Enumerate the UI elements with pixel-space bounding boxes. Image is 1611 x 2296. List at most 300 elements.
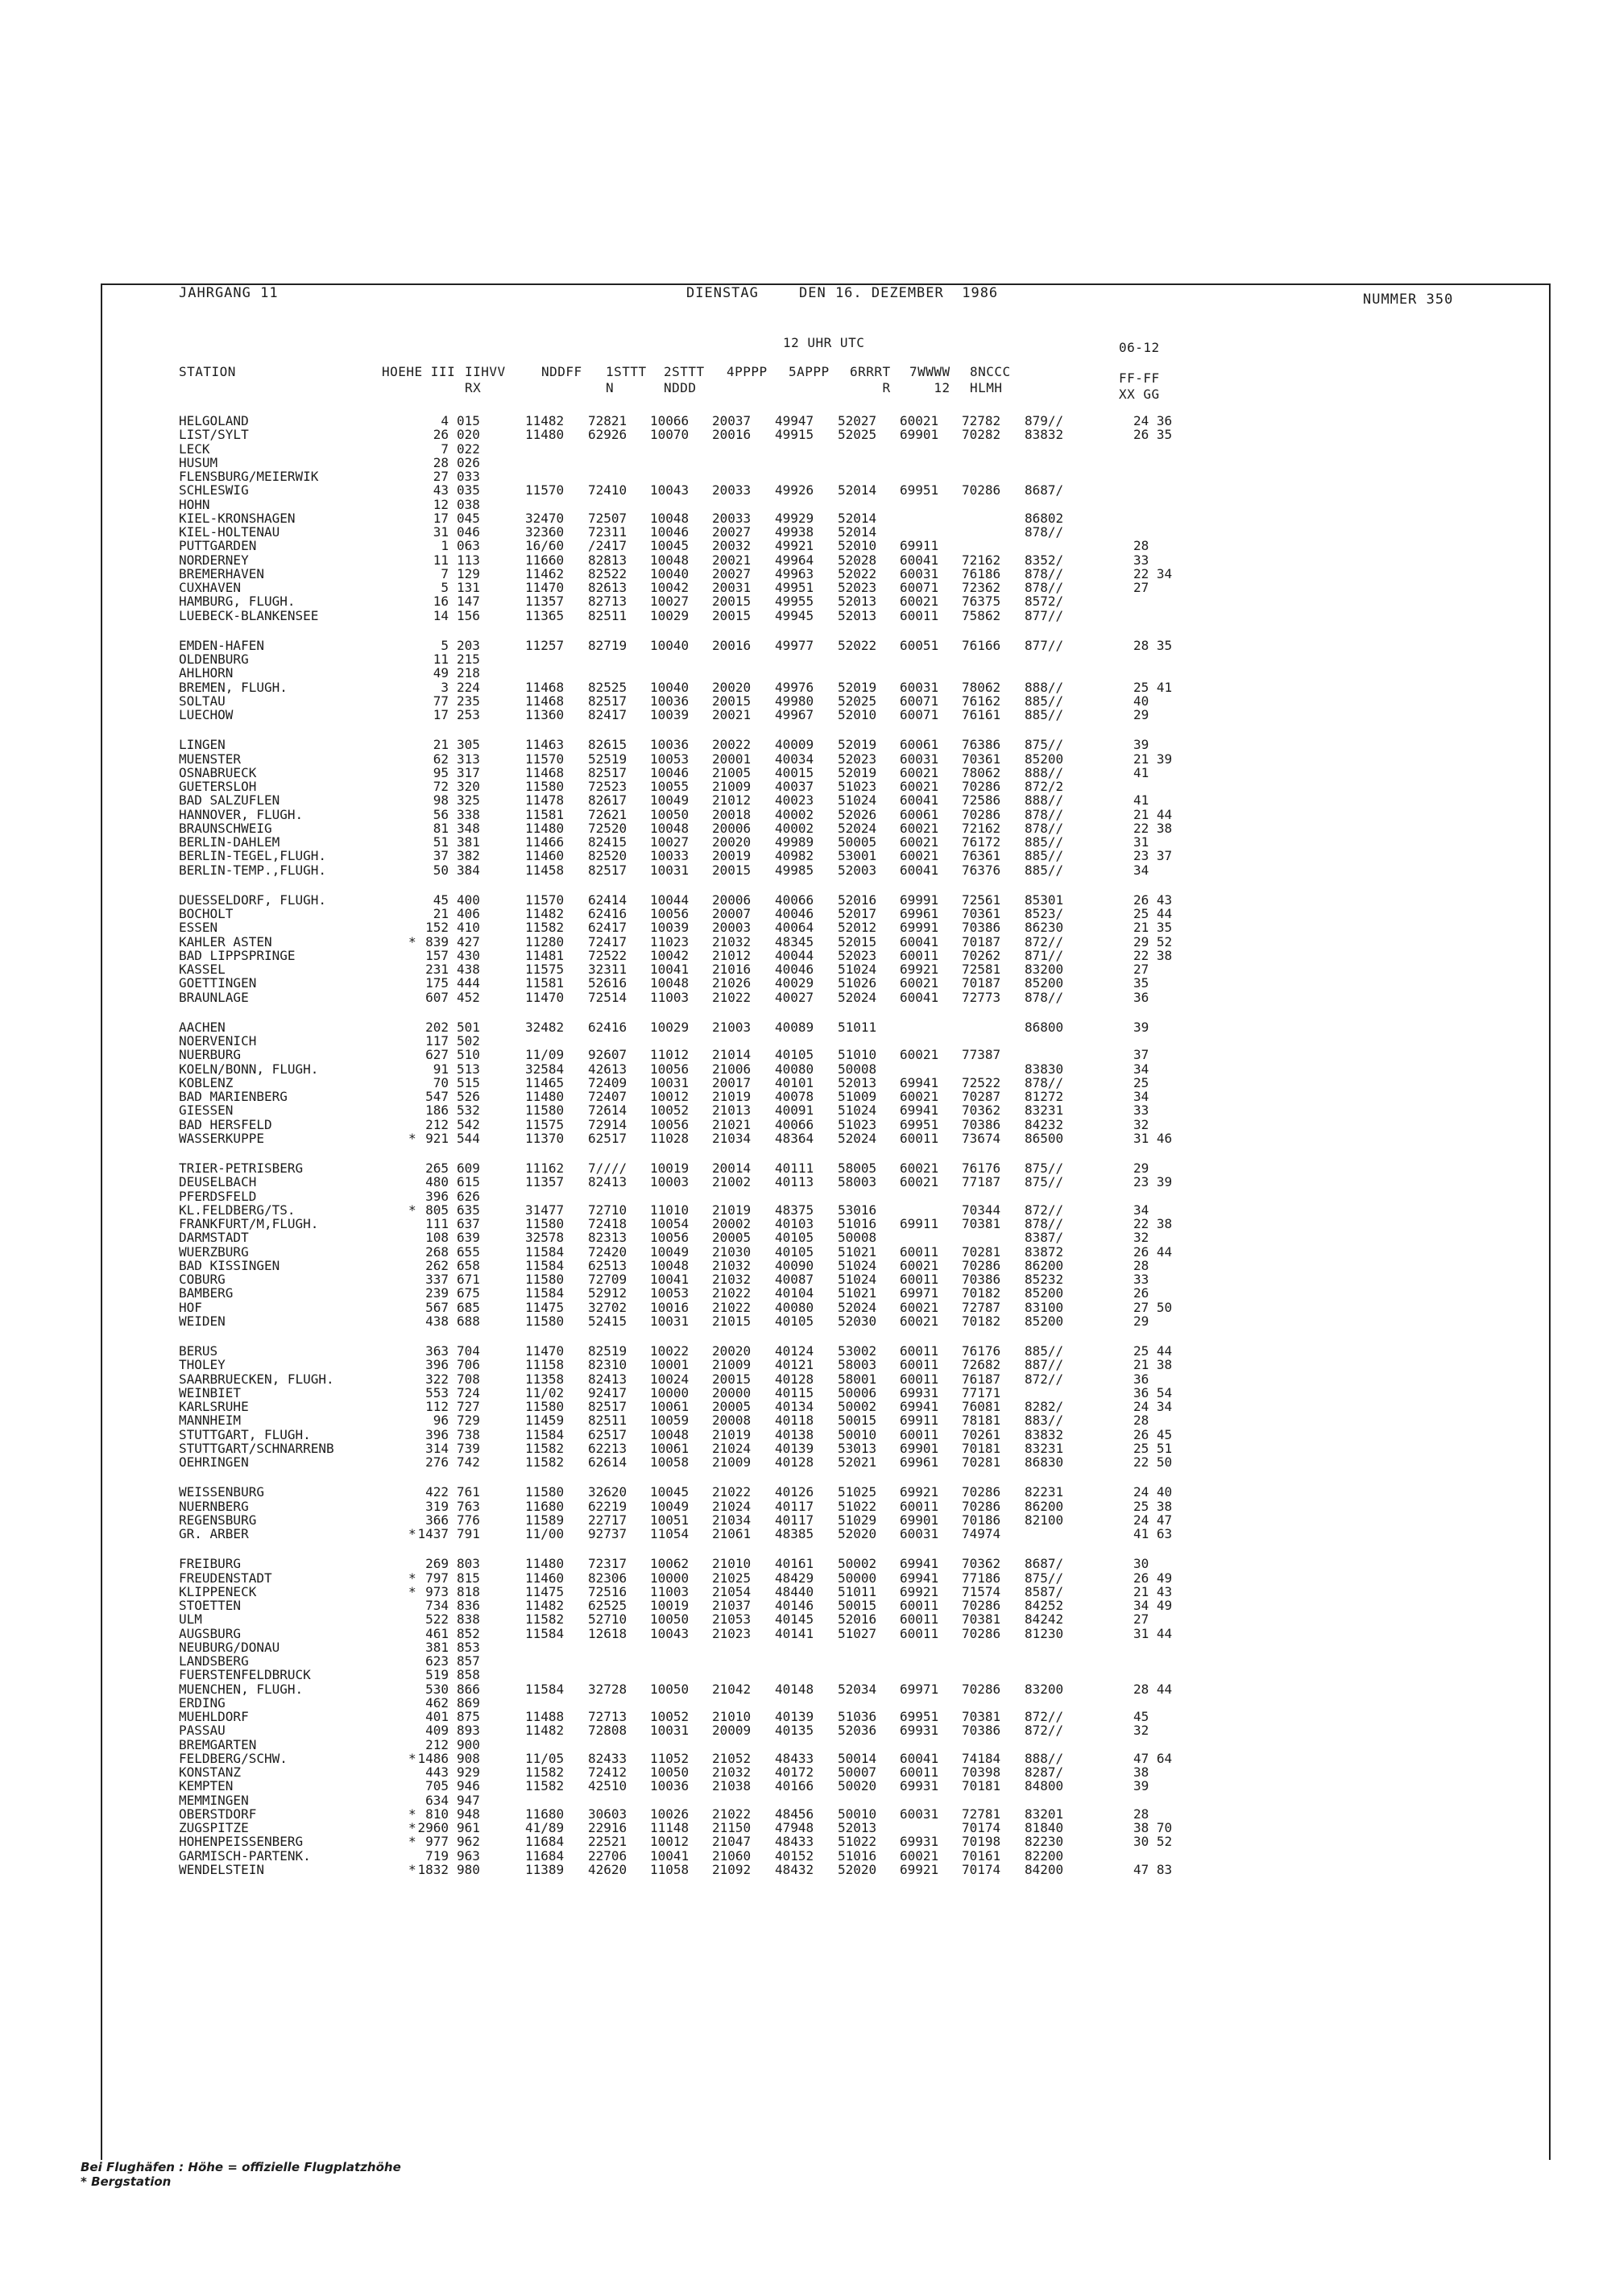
synop-group: 20006	[712, 892, 752, 908]
station-row	[179, 442, 1532, 456]
synop-group: 11360	[525, 707, 565, 722]
station-height: 363	[425, 1343, 449, 1359]
synop-group: 48456	[775, 1806, 814, 1822]
gust-values: 33	[1133, 1102, 1149, 1119]
synop-group: 878//	[1025, 806, 1064, 822]
synop-group: 60071	[900, 693, 939, 709]
synop-group: 52010	[838, 538, 877, 554]
station-height: 705	[425, 1778, 449, 1794]
synop-group: 10019	[650, 1598, 690, 1613]
synop-group: 10040	[650, 565, 690, 581]
synop-group: 51021	[838, 1243, 877, 1260]
synop-group: 11280	[525, 933, 565, 949]
station-height: 269	[425, 1556, 449, 1572]
synop-group: 21030	[712, 1243, 752, 1260]
synop-group: 11028	[650, 1130, 690, 1146]
synop-group: 20019	[712, 848, 752, 864]
synop-group: 62513	[588, 1257, 627, 1273]
synop-group: 8572/	[1025, 594, 1064, 610]
synop-group: 62614	[588, 1454, 627, 1470]
gust-values: 28	[1133, 1413, 1149, 1429]
synop-group: 40037	[775, 779, 814, 794]
synop-group: 52028	[838, 552, 877, 568]
station-index: 963	[457, 1847, 480, 1864]
synop-group: 62417	[588, 920, 627, 936]
station-index: 738	[457, 1426, 480, 1442]
synop-group: 76176	[962, 1343, 1001, 1359]
synop-group: 10041	[650, 1272, 690, 1287]
synop-group: 40078	[775, 1089, 814, 1104]
station-row	[179, 1710, 1532, 1723]
synop-group: 8687/	[1025, 1556, 1064, 1572]
synop-group: 11010	[650, 1202, 690, 1218]
station-name: STUTTGART/SCHNARRENB	[179, 1441, 334, 1455]
synop-group: 69931	[900, 1834, 939, 1850]
synop-group: 60031	[900, 565, 939, 581]
synop-group: 82813	[588, 552, 627, 568]
synop-group: 52023	[838, 580, 877, 595]
station-name: LUEBECK-BLANKENSEE	[179, 608, 319, 623]
station-name: SCHLESWIG	[179, 483, 249, 498]
station-height: 11	[433, 552, 449, 568]
synop-group: 21034	[712, 1512, 752, 1528]
synop-group: 11458	[525, 862, 565, 878]
synop-group: 51025	[838, 1484, 877, 1500]
synop-group: 11058	[650, 1861, 690, 1877]
synop-group: 51022	[838, 1834, 877, 1850]
station-name: STUTTGART, FLUGH.	[179, 1427, 311, 1442]
synop-group: 11465	[525, 1074, 565, 1090]
synop-group: 40128	[775, 1454, 814, 1470]
station-row	[179, 821, 1532, 835]
station-index: 502	[457, 1033, 480, 1049]
synop-group: 20020	[712, 679, 752, 695]
synop-group: 11475	[525, 1583, 565, 1599]
station-row	[179, 1723, 1532, 1737]
station-index: 320	[457, 779, 480, 794]
synop-group: 76176	[962, 1160, 1001, 1176]
station-height: 186	[425, 1102, 449, 1119]
synop-group: 52013	[838, 1074, 877, 1090]
synop-group: 40027	[775, 989, 814, 1005]
station-name: WEINBIET	[179, 1385, 242, 1400]
synop-group: 72821	[588, 413, 627, 428]
synop-group: 69901	[900, 1440, 939, 1456]
station-index: 708	[457, 1371, 480, 1387]
station-index: 815	[457, 1570, 480, 1586]
synop-group: 70187	[962, 975, 1001, 991]
synop-group: 20020	[712, 834, 752, 850]
station-name: SOLTAU	[179, 693, 226, 708]
synop-group: 49976	[775, 679, 814, 695]
station-height: 50	[433, 862, 449, 878]
station-height: 117	[425, 1033, 449, 1049]
station-row	[179, 1668, 1532, 1682]
synop-group: 82525	[588, 679, 627, 695]
station-height: 202	[425, 1019, 449, 1035]
synop-group: 877//	[1025, 607, 1064, 623]
gust-values: 24 40	[1133, 1484, 1173, 1500]
synop-group: 40064	[775, 920, 814, 936]
col-nddff-heading: NDDFF	[541, 364, 582, 379]
gust-values: 22 38	[1133, 1216, 1173, 1231]
station-height: 17	[433, 510, 449, 526]
station-name: AUGSBURG	[179, 1626, 242, 1640]
synop-group: 50020	[838, 1778, 877, 1794]
hoehe-heading: HOEHE III	[382, 364, 456, 379]
synop-group: 60021	[900, 834, 939, 850]
gust-values: 39	[1133, 737, 1149, 753]
synop-group: 70182	[962, 1285, 1001, 1301]
synop-group: 872//	[1025, 1723, 1064, 1739]
synop-group: 92607	[588, 1047, 627, 1063]
synop-group: 21022	[712, 1484, 752, 1500]
station-index: 724	[457, 1384, 480, 1400]
synop-group: 52012	[838, 920, 877, 936]
synop-group: 8587/	[1025, 1583, 1064, 1599]
synop-group: 875//	[1025, 1570, 1064, 1586]
station-row	[179, 1076, 1532, 1090]
station-name: ERDING	[179, 1695, 226, 1710]
synop-group: 10050	[650, 1611, 690, 1628]
synop-group: 10042	[650, 947, 690, 963]
synop-group: 878//	[1025, 989, 1064, 1005]
station-row	[179, 766, 1532, 780]
synop-group: 49945	[775, 607, 814, 623]
station-height: 21	[433, 737, 449, 753]
station-height: 719	[425, 1847, 449, 1864]
synop-group: 72710	[588, 1202, 627, 1218]
station-index: 615	[457, 1174, 480, 1190]
station-name: TRIER-PETRISBERG	[179, 1161, 304, 1175]
synop-group: 10049	[650, 792, 690, 809]
gust-values: 36	[1133, 989, 1149, 1005]
synop-group: 10056	[650, 906, 690, 921]
station-row	[179, 1314, 1532, 1328]
synop-group: 11584	[525, 1285, 565, 1301]
synop-group: 60021	[900, 820, 939, 836]
synop-group: 60041	[900, 1750, 939, 1766]
station-index: 542	[457, 1116, 480, 1132]
range-heading: 06-12	[1119, 340, 1160, 355]
synop-group: 60011	[900, 1130, 939, 1146]
synop-group: 49929	[775, 510, 814, 526]
synop-group: 51029	[838, 1512, 877, 1528]
synop-group: 70187	[962, 933, 1001, 949]
mountain-station-marker: *	[408, 1526, 416, 1541]
synop-group: 48385	[775, 1526, 814, 1541]
synop-group: 60011	[900, 1611, 939, 1628]
station-height: 28	[433, 454, 449, 470]
station-name: KOBLENZ	[179, 1075, 234, 1090]
synop-group: 20027	[712, 565, 752, 581]
synop-group: 21032	[712, 1257, 752, 1273]
synop-group: 69941	[900, 1074, 939, 1090]
synop-group: 60011	[900, 1243, 939, 1260]
station-name: KLIPPENECK	[179, 1584, 257, 1599]
synop-group: 20015	[712, 693, 752, 709]
synop-group: 82719	[588, 637, 627, 653]
synop-group: 11580	[525, 1399, 565, 1414]
mountain-station-marker: *	[408, 1820, 416, 1835]
synop-group: 62414	[588, 892, 627, 908]
gust-values: 23 37	[1133, 848, 1173, 864]
gust-values: 26 43	[1133, 892, 1173, 908]
synop-group: 11468	[525, 679, 565, 695]
synop-group: 11003	[650, 989, 690, 1005]
synop-group: 11580	[525, 1313, 565, 1329]
synop-group: 72586	[962, 792, 1001, 809]
synop-group: 10050	[650, 1681, 690, 1697]
synop-group: 70287	[962, 1089, 1001, 1104]
synop-group: 52013	[838, 607, 877, 623]
synop-group: 52026	[838, 806, 877, 822]
synop-group: 40104	[775, 1285, 814, 1301]
station-name: NOERVENICH	[179, 1034, 257, 1048]
synop-group: 21016	[712, 962, 752, 977]
synop-group: 51036	[838, 1709, 877, 1724]
station-index: 655	[457, 1243, 480, 1260]
synop-group: 52710	[588, 1611, 627, 1628]
gust-values: 25 41	[1133, 679, 1173, 695]
synop-group: 86500	[1025, 1130, 1064, 1146]
synop-group: 11580	[525, 1484, 565, 1500]
station-row	[179, 1286, 1532, 1300]
synop-group: 52025	[838, 427, 877, 443]
synop-group: 72914	[588, 1116, 627, 1132]
synop-group: 40982	[775, 848, 814, 864]
station-name: ZUGSPITZE	[179, 1821, 249, 1835]
synop-group: 11584	[525, 1681, 565, 1697]
station-row	[179, 808, 1532, 821]
synop-group: 883//	[1025, 1413, 1064, 1429]
synop-group: 51011	[838, 1019, 877, 1035]
synop-group: 50010	[838, 1426, 877, 1442]
synop-group: 21037	[712, 1598, 752, 1613]
station-name: KOELN/BONN, FLUGH.	[179, 1061, 319, 1076]
station-index: 063	[457, 538, 480, 554]
station-name: BAD LIPPSPRINGE	[179, 948, 296, 962]
station-index: 501	[457, 1019, 480, 1035]
station-row	[179, 738, 1532, 751]
synop-group: 10012	[650, 1089, 690, 1104]
station-row	[179, 498, 1532, 511]
synop-group: 60041	[900, 552, 939, 568]
synop-group: 85200	[1025, 1285, 1064, 1301]
station-index: 946	[457, 1778, 480, 1794]
synop-group: 72514	[588, 989, 627, 1005]
synop-group: 10045	[650, 1484, 690, 1500]
station-index: 026	[457, 454, 480, 470]
synop-group: 76375	[962, 594, 1001, 610]
synop-group: 21022	[712, 1285, 752, 1301]
synop-group: 76186	[962, 565, 1001, 581]
synop-group: 70174	[962, 1861, 1001, 1877]
station-height: 157	[425, 947, 449, 963]
station-name: PASSAU	[179, 1723, 226, 1738]
station-height: 322	[425, 1371, 449, 1387]
station-height: 7	[441, 565, 449, 581]
synop-group: 21024	[712, 1440, 752, 1456]
gust-values: 28 35	[1133, 637, 1173, 653]
synop-group: 11468	[525, 693, 565, 709]
station-row	[179, 1131, 1532, 1145]
station-row	[179, 1640, 1532, 1654]
synop-group: 11463	[525, 737, 565, 753]
synop-group: 21150	[712, 1820, 752, 1835]
station-height: 276	[425, 1454, 449, 1470]
synop-group: 872//	[1025, 933, 1064, 949]
gust-values: 22 38	[1133, 947, 1173, 963]
station-height: 734	[425, 1598, 449, 1613]
station-name: KEMPTEN	[179, 1779, 234, 1793]
synop-group: 72808	[588, 1723, 627, 1739]
synop-group: 77171	[962, 1384, 1001, 1400]
synop-group: 40113	[775, 1174, 814, 1190]
synop-group: 21019	[712, 1089, 752, 1104]
gust-values: 30 52	[1133, 1834, 1173, 1850]
station-index: 893	[457, 1723, 480, 1739]
gust-values: 25 44	[1133, 1343, 1173, 1359]
synop-group: 40166	[775, 1778, 814, 1794]
station-index: 947	[457, 1792, 480, 1808]
synop-group: 11480	[525, 1556, 565, 1572]
station-height: 98	[433, 792, 449, 809]
synop-group: 40089	[775, 1019, 814, 1035]
synop-group: 50006	[838, 1384, 877, 1400]
station-height: 49	[433, 665, 449, 681]
synop-group: 60021	[900, 975, 939, 991]
station-row	[179, 920, 1532, 934]
station-row	[179, 1301, 1532, 1314]
synop-group: 72507	[588, 510, 627, 526]
synop-group: 72420	[588, 1243, 627, 1260]
station-name: FREIBURG	[179, 1557, 242, 1571]
synop-group: 50007	[838, 1764, 877, 1780]
station-row	[179, 1103, 1532, 1117]
gust-values: 26 35	[1133, 427, 1173, 443]
synop-group: 20005	[712, 1399, 752, 1414]
station-height: 26	[433, 427, 449, 443]
synop-group: 76161	[962, 707, 1001, 722]
synop-group: 10048	[650, 1257, 690, 1273]
synop-group: 72407	[588, 1089, 627, 1104]
station-name: GIESSEN	[179, 1103, 234, 1118]
synop-group: 83830	[1025, 1061, 1064, 1077]
synop-group: 69941	[900, 1399, 939, 1414]
station-height: 12	[433, 496, 449, 512]
synop-group: 20015	[712, 594, 752, 610]
synop-group: 21092	[712, 1861, 752, 1877]
synop-group: 10012	[650, 1834, 690, 1850]
station-index: 452	[457, 989, 480, 1005]
footnote-airports: Bei Flughäfen : Höhe = offizielle Flugplatzhöhe	[81, 2160, 401, 2174]
station-index: 853	[457, 1639, 480, 1655]
synop-group: 60011	[900, 1625, 939, 1641]
synop-group: 70286	[962, 1625, 1001, 1641]
synop-group: 52023	[838, 947, 877, 963]
station-index: 438	[457, 962, 480, 977]
synop-group: 70286	[962, 1598, 1001, 1613]
gust-values: 25 44	[1133, 906, 1173, 921]
station-row	[179, 1272, 1532, 1286]
station-name: HUSUM	[179, 455, 218, 470]
synop-group: 71574	[962, 1583, 1001, 1599]
synop-group: 52024	[838, 1299, 877, 1315]
station-index: 900	[457, 1736, 480, 1752]
synop-group: 40034	[775, 751, 814, 767]
synop-group: 60031	[900, 1526, 939, 1541]
synop-group: 60011	[900, 1598, 939, 1613]
synop-group: 40172	[775, 1764, 814, 1780]
station-row	[179, 1161, 1532, 1175]
synop-group: 72162	[962, 820, 1001, 836]
synop-group: 40115	[775, 1384, 814, 1400]
synop-group: 72520	[588, 820, 627, 836]
station-height: 7	[441, 441, 449, 457]
synop-group: 21005	[712, 764, 752, 780]
synop-group: 82517	[588, 764, 627, 780]
station-index: 406	[457, 906, 480, 921]
synop-group: 72787	[962, 1299, 1001, 1315]
station-name: SAARBRUECKEN, FLUGH.	[179, 1371, 334, 1386]
synop-group: 11570	[525, 751, 565, 767]
station-row	[179, 1821, 1532, 1835]
gust-values: 34	[1133, 1089, 1149, 1104]
synop-group: 50015	[838, 1598, 877, 1613]
station-height: 977	[425, 1834, 449, 1850]
synop-group: 49977	[775, 637, 814, 653]
synop-group: 11475	[525, 1299, 565, 1315]
synop-group: 11660	[525, 552, 565, 568]
synop-group: 49985	[775, 862, 814, 878]
synop-group: 72409	[588, 1074, 627, 1090]
station-name: NUERNBERG	[179, 1499, 249, 1513]
synop-group: 72317	[588, 1556, 627, 1572]
gust-values: 31 46	[1133, 1130, 1173, 1146]
synop-group: 52017	[838, 906, 877, 921]
station-height: 607	[425, 989, 449, 1005]
synop-group: 20032	[712, 538, 752, 554]
station-row	[179, 1034, 1532, 1048]
station-height: 396	[425, 1426, 449, 1442]
station-name: HELGOLAND	[179, 414, 249, 428]
synop-group: 40128	[775, 1371, 814, 1387]
station-name: ULM	[179, 1612, 202, 1627]
station-height: 45	[433, 892, 449, 908]
gust-values: 36	[1133, 1371, 1149, 1387]
synop-group: 82615	[588, 737, 627, 753]
synop-group: 49951	[775, 580, 814, 595]
station-height: 4	[441, 413, 449, 428]
station-row	[179, 539, 1532, 552]
synop-group: 40002	[775, 806, 814, 822]
station-index: 305	[457, 737, 480, 753]
synop-group: 62213	[588, 1440, 627, 1456]
gust-values: 28	[1133, 1806, 1149, 1822]
synop-group: 62926	[588, 427, 627, 443]
synop-group: 11580	[525, 779, 565, 794]
gust-values: 21 38	[1133, 1357, 1173, 1373]
station-row	[179, 976, 1532, 990]
gust-values: 26 45	[1133, 1426, 1173, 1442]
synop-group: 40066	[775, 892, 814, 908]
synop-group: 11582	[525, 1454, 565, 1470]
synop-group: 40105	[775, 1047, 814, 1063]
synop-group: 69931	[900, 1723, 939, 1739]
synop-group: 11054	[650, 1526, 690, 1541]
synop-group: 21012	[712, 947, 752, 963]
